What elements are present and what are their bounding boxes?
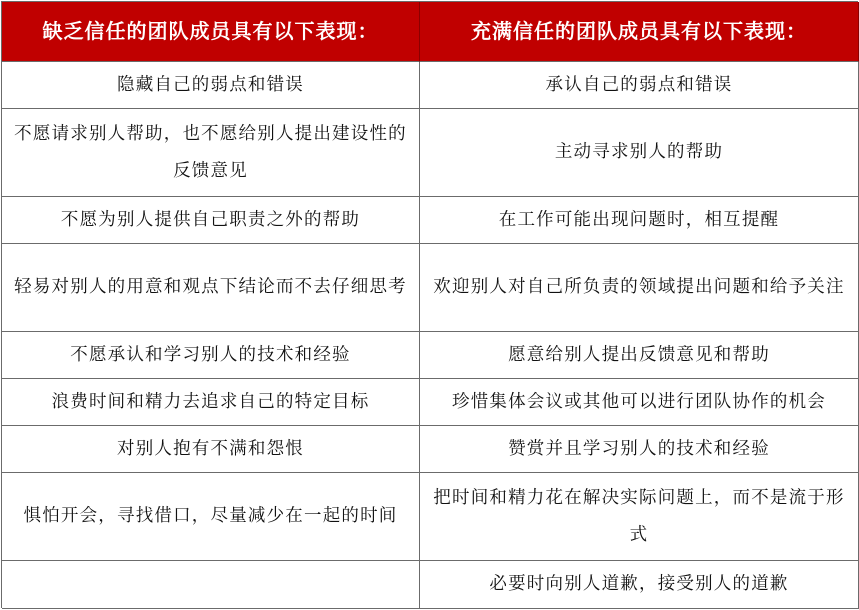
row-6-left: 浪费时间和精力去追求自己的特定目标 [2, 379, 420, 426]
row-9-left [2, 561, 420, 609]
row-6-right: 珍惜集体会议或其他可以进行团队协作的机会 [420, 379, 859, 426]
row-1-right: 承认自己的弱点和错误 [420, 62, 859, 109]
row-4-left: 轻易对别人的用意和观点下结论而不去仔细思考 [2, 244, 420, 332]
row-8-right: 把时间和精力花在解决实际问题上，而不是流于形式 [420, 473, 859, 561]
row-9-right: 必要时向别人道歉，接受别人的道歉 [420, 561, 859, 609]
row-8-left: 惧怕开会，寻找借口，尽量减少在一起的时间 [2, 473, 420, 561]
row-7-right: 赞赏并且学习别人的技术和经验 [420, 426, 859, 473]
row-2-left: 不愿请求别人帮助，也不愿给别人提出建设性的反馈意见 [2, 109, 420, 197]
trust-comparison-table [1, 1, 858, 608]
row-2-right: 主动寻求别人的帮助 [420, 109, 859, 197]
row-4-right: 欢迎别人对自己所负责的领域提出问题和给予关注 [420, 244, 859, 332]
row-7-left: 对别人抱有不满和怨恨 [2, 426, 420, 473]
row-1-left: 隐藏自己的弱点和错误 [2, 62, 420, 109]
row-3-right: 在工作可能出现问题时，相互提醒 [420, 197, 859, 244]
row-5-right: 愿意给别人提出反馈意见和帮助 [420, 332, 859, 379]
header-full-trust: 充满信任的团队成员具有以下表现： [420, 2, 859, 62]
row-3-left: 不愿为别人提供自己职责之外的帮助 [2, 197, 420, 244]
row-5-left: 不愿承认和学习别人的技术和经验 [2, 332, 420, 379]
header-lacking-trust: 缺乏信任的团队成员具有以下表现： [2, 2, 420, 62]
